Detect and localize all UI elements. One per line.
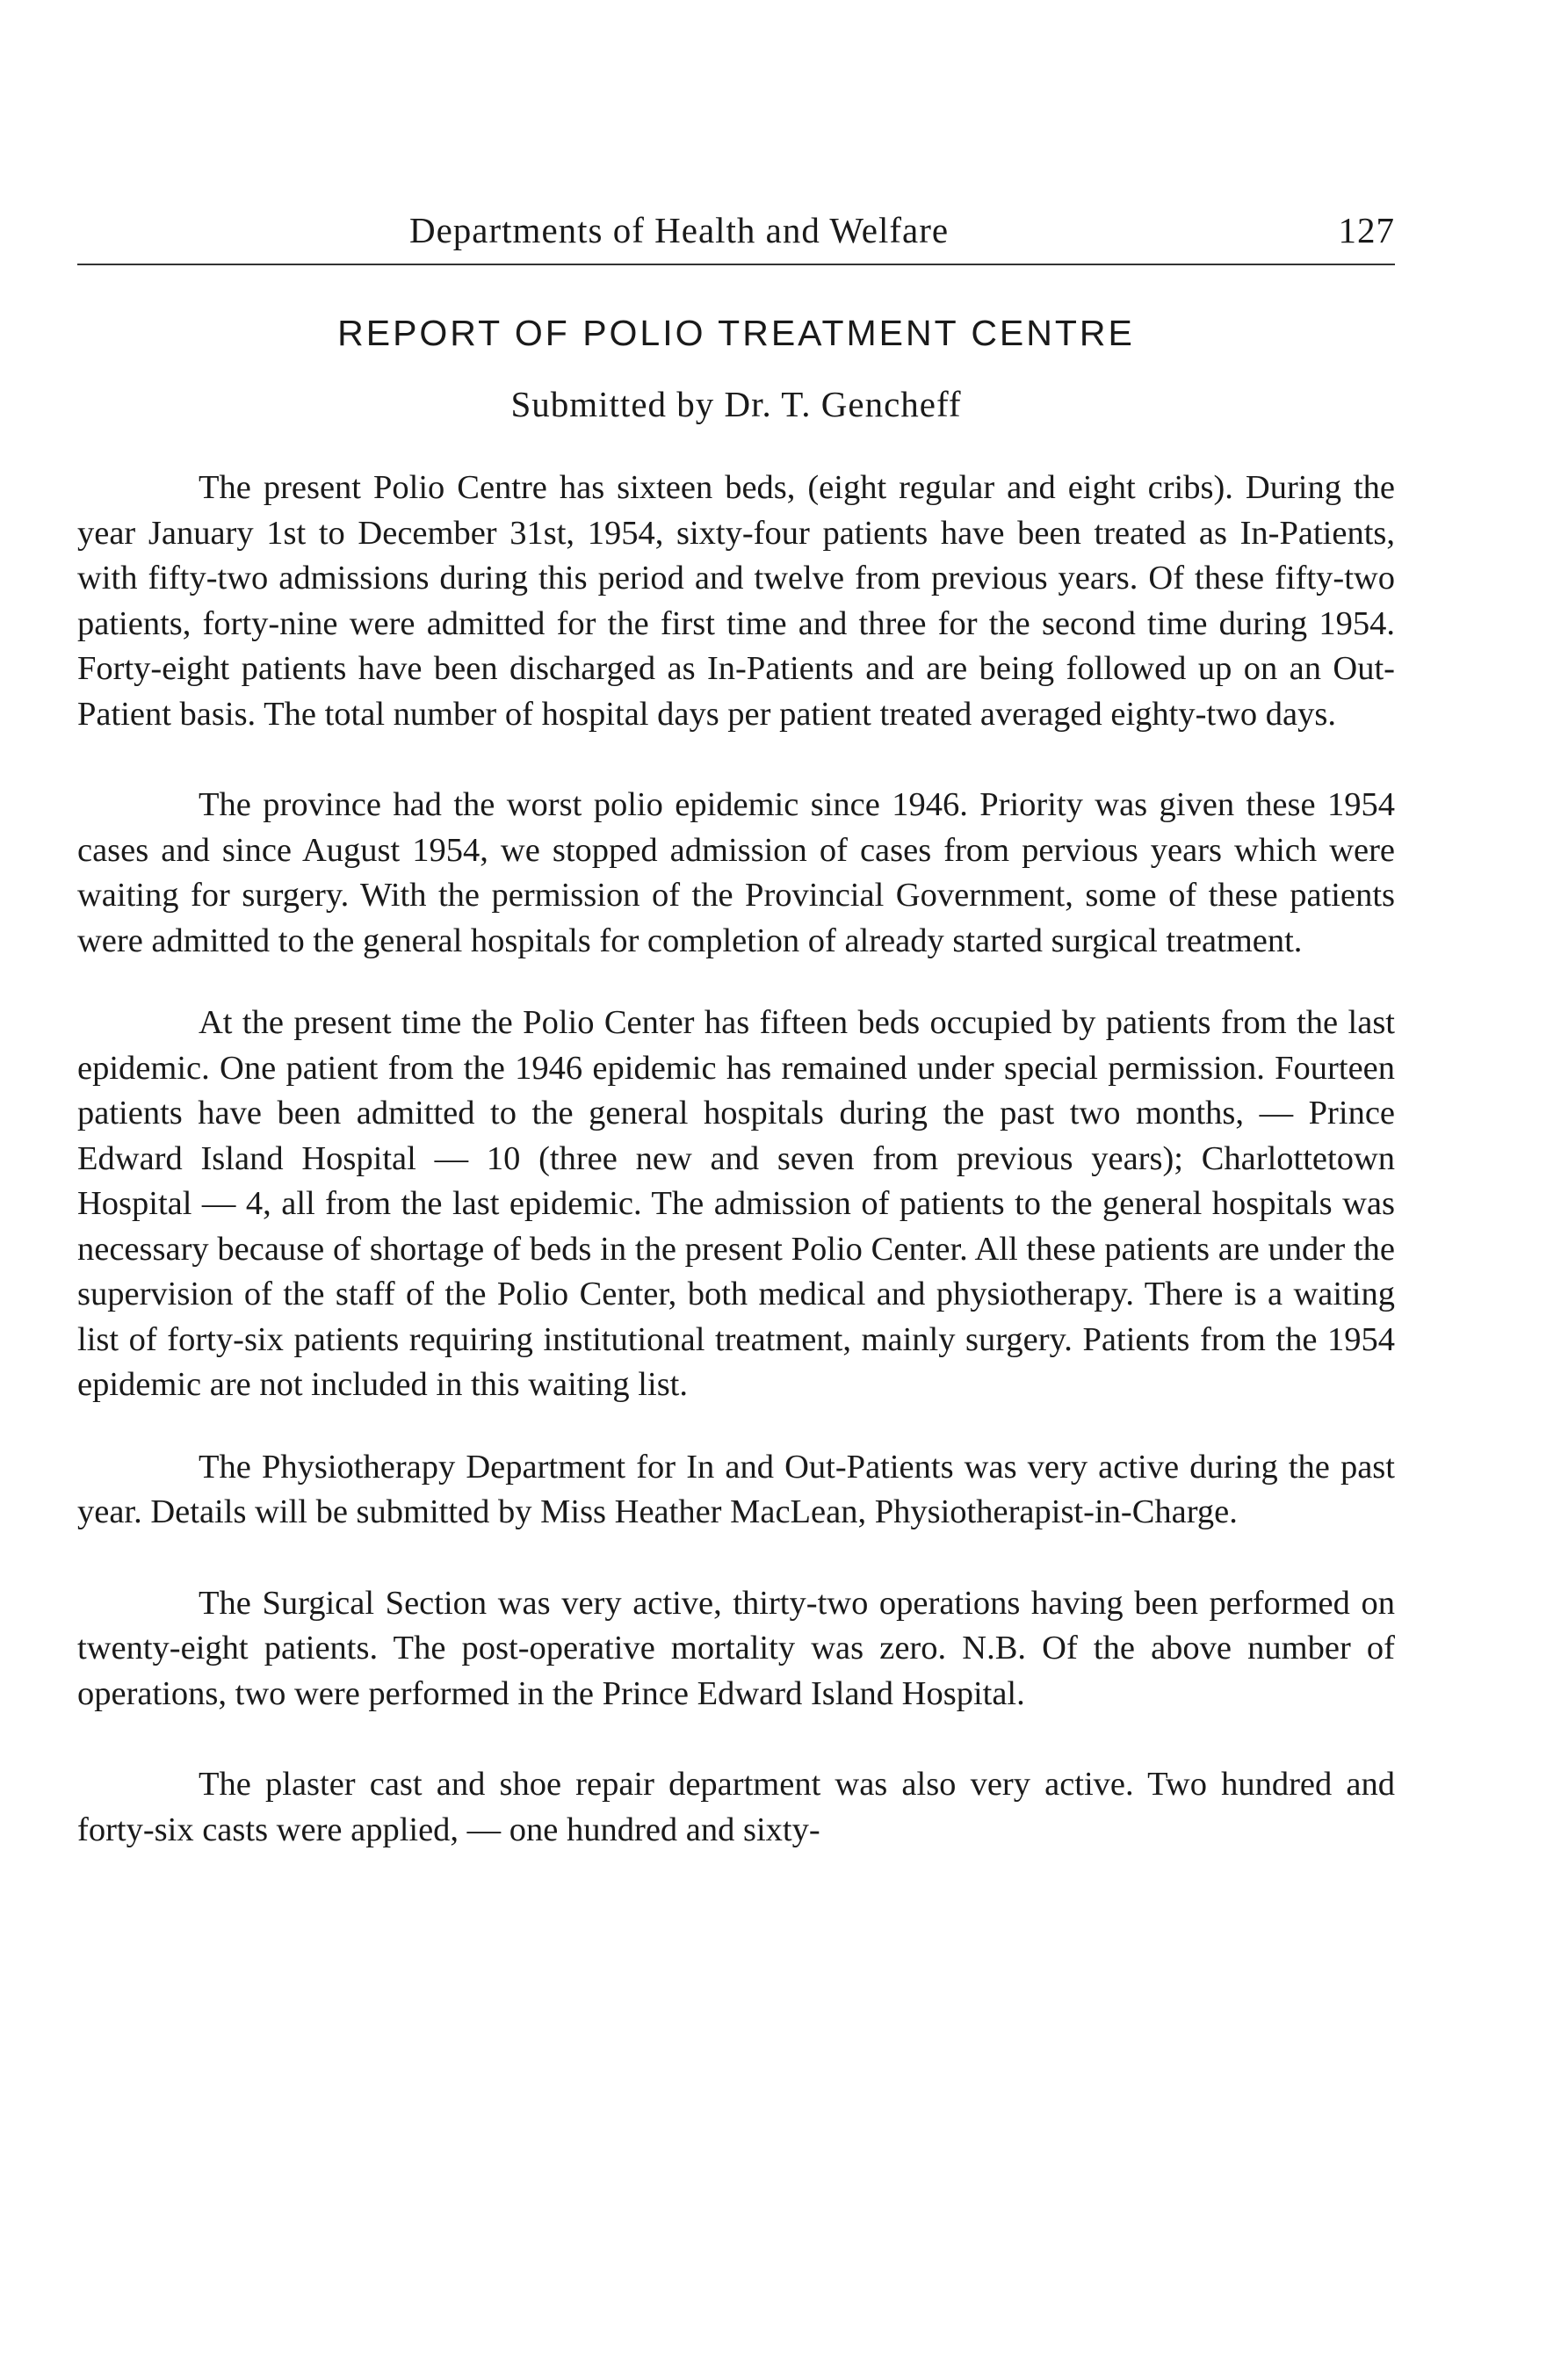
paragraph-current-occupancy: At the present time the Polio Center has fifteen beds occupied by patients from the last epidemic. One patient from the 1946 epidemic has remained under special permission. Fourteen patients have been admitted to the general hospitals during the past two months, — Prince Edward Island Hospital — 10 (three new and seven from previous years); Charlottetown Hospital — 4, all from the last epidemic. The admission of patients to the general hospitals was necessary because of shortage of beds in the present Polio Center. All these patients are under the supervision of the staff of the Polio Center, both medical and physiotherapy. There is a waiting list of forty-six patients requiring institutional treatment, mainly surgery. Patients from the 1954 epidemic are not included in this waiting list.	[77, 1004, 1395, 1403]
paragraph-beds-admissions: The present Polio Centre has sixteen beds, (eight regular and eight cribs). During the year January 1st to December 31st, 1954, sixty-four patients have been treated as In-Patients, with fifty-two admissions during this period and twelve from previous years. Of these fifty-two patients, forty-nine were admitted for the first time and three for the second time during 1954. Forty-eight patients have been discharged as In-Patients and are being followed up on an Out-Patient basis. The total number of hospital days per patient treated averaged eighty-two days.	[77, 469, 1395, 733]
paragraph-plaster-cast: The plaster cast and shoe repair department was also very active. Two hundred and forty-six casts were applied, — one hundred and sixty-	[77, 1766, 1395, 1848]
page-number: 127	[1338, 210, 1395, 250]
header-rule	[77, 264, 1395, 265]
paragraph-physiotherapy: The Physiotherapy Department for In and Out-Patients was very active during the past year. Details will be submitted by Miss Heather MacLean, Physiotherapist-in-Charge.	[77, 1448, 1395, 1530]
report-byline: Submitted by Dr. T. Gencheff	[510, 384, 962, 424]
running-head	[77, 209, 1395, 253]
report-body	[77, 466, 1395, 1898]
report-title: REPORT OF POLIO TREATMENT CENTRE	[337, 313, 1135, 353]
paragraph-epidemic-priority: The province had the worst polio epidemic since 1946. Priority was given these 1954 cases and since August 1954, we stopped admission of cases from pervious years which were waiting for surgery. With the permission of the Provincial Government, some of these patients were admitted to the general hospitals for completion of already started surgical treatment.	[77, 786, 1395, 959]
paragraph-surgical-section: The Surgical Section was very active, thirty-two operations having been performed on twenty-eight patients. The post-operative mortality was zero. N.B. Of the above number of operations, two were performed in the Prince Edward Island Hospital.	[77, 1584, 1395, 1712]
running-title: Departments of Health and Welfare	[409, 210, 950, 250]
